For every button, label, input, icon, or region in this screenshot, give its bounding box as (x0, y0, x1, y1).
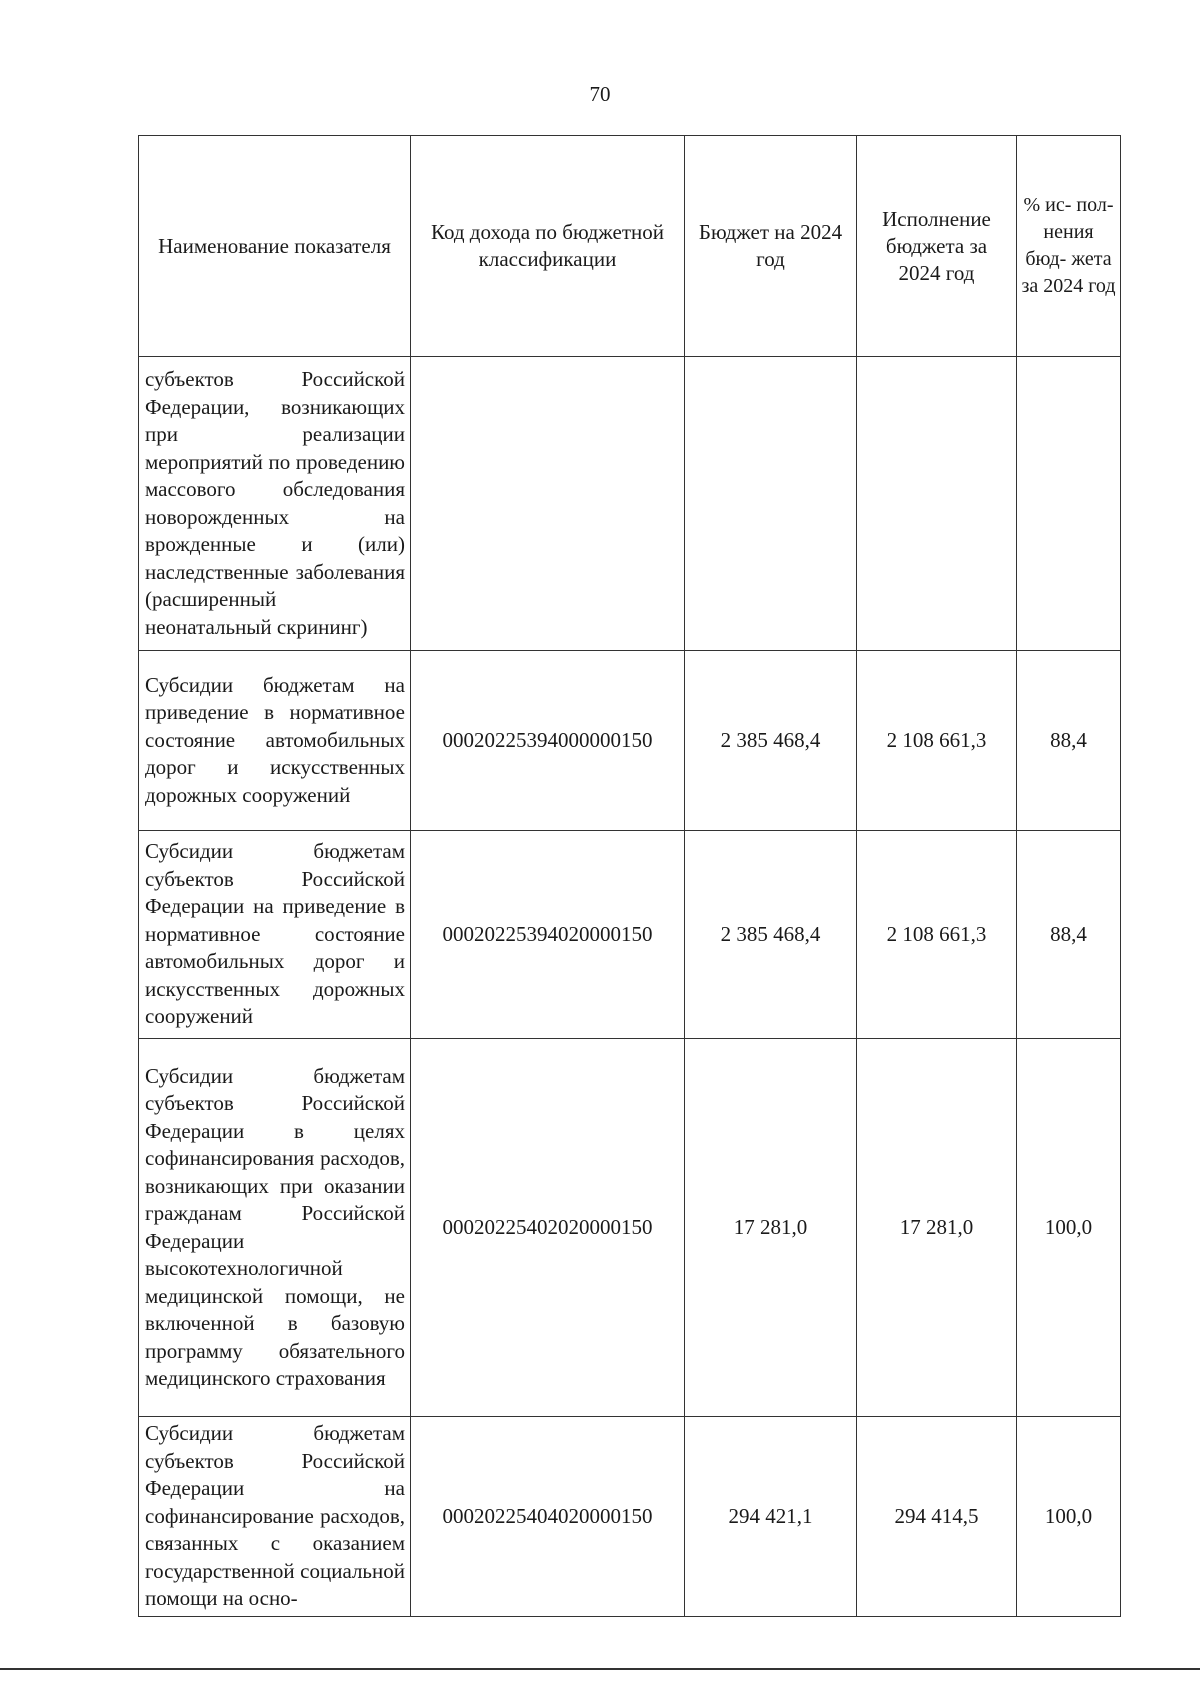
row-execution-percent (1017, 357, 1121, 651)
row-execution-percent: 100,0 (1017, 1417, 1121, 1617)
row-execution-value: 294 414,5 (857, 1417, 1017, 1617)
row-income-code (411, 357, 685, 651)
table-row (139, 1039, 1121, 1417)
row-budget-value: 2 385 468,4 (685, 831, 857, 1039)
page-bottom-rule (0, 1668, 1200, 1670)
budget-execution-table (138, 135, 1121, 1617)
header-budget-2024: Бюджет на 2024 год (685, 136, 857, 357)
row-execution-value: 2 108 661,3 (857, 831, 1017, 1039)
row-execution-value (857, 357, 1017, 651)
row-indicator-name: субъектов Российской Федерации, возникающих при реализации мероприятий по проведению массового обследования новорожденных на врожденные и (или) наследственные заболевания (расширенный неонатальный скрининг) (139, 357, 411, 651)
row-budget-value: 294 421,1 (685, 1417, 857, 1617)
row-income-code: 00020225404020000150 (411, 1417, 685, 1617)
page-number: 70 (589, 82, 611, 106)
header-execution-2024: Исполнение бюджета за 2024 год (857, 136, 1017, 357)
row-indicator-name: Субсидии бюджетам субъектов Российской Федерации на приведение в нормативное состояние автомобильных дорог и искусственных дорожных сооружений (139, 831, 411, 1039)
row-budget-value: 17 281,0 (685, 1039, 857, 1417)
table-row (139, 1417, 1121, 1617)
row-execution-percent: 88,4 (1017, 651, 1121, 831)
row-execution-value: 2 108 661,3 (857, 651, 1017, 831)
row-indicator-name: Субсидии бюджетам субъектов Российской Федерации на софинансирование расходов, связанных с оказанием государственной социальной помощи на осно- (139, 1417, 411, 1617)
row-indicator-name: Субсидии бюджетам на приведение в нормативное состояние автомобильных дорог и искусственных дорожных сооружений (139, 651, 411, 831)
row-execution-percent: 88,4 (1017, 831, 1121, 1039)
row-income-code: 00020225402020000150 (411, 1039, 685, 1417)
header-execution-percent: % ис- пол- нения бюд- жета за 2024 год (1017, 136, 1121, 357)
table-row (139, 831, 1121, 1039)
row-budget-value: 2 385 468,4 (685, 651, 857, 831)
header-indicator-name: Наименование показателя (139, 136, 411, 357)
table-row (139, 357, 1121, 651)
row-income-code: 00020225394020000150 (411, 831, 685, 1039)
row-execution-percent: 100,0 (1017, 1039, 1121, 1417)
table-header-row (139, 136, 1121, 357)
row-budget-value (685, 357, 857, 651)
row-indicator-name: Субсидии бюджетам субъектов Российской Федерации в целях софинансирования расходов, возникающих при оказании гражданам Российской Федерации высокотехнологичной медицинской помощи, не включенной в базовую программу обязательного медицинского страхования (139, 1039, 411, 1417)
row-income-code: 00020225394000000150 (411, 651, 685, 831)
table-row (139, 651, 1121, 831)
row-execution-value: 17 281,0 (857, 1039, 1017, 1417)
header-income-code: Код дохода по бюджетной классификации (411, 136, 685, 357)
